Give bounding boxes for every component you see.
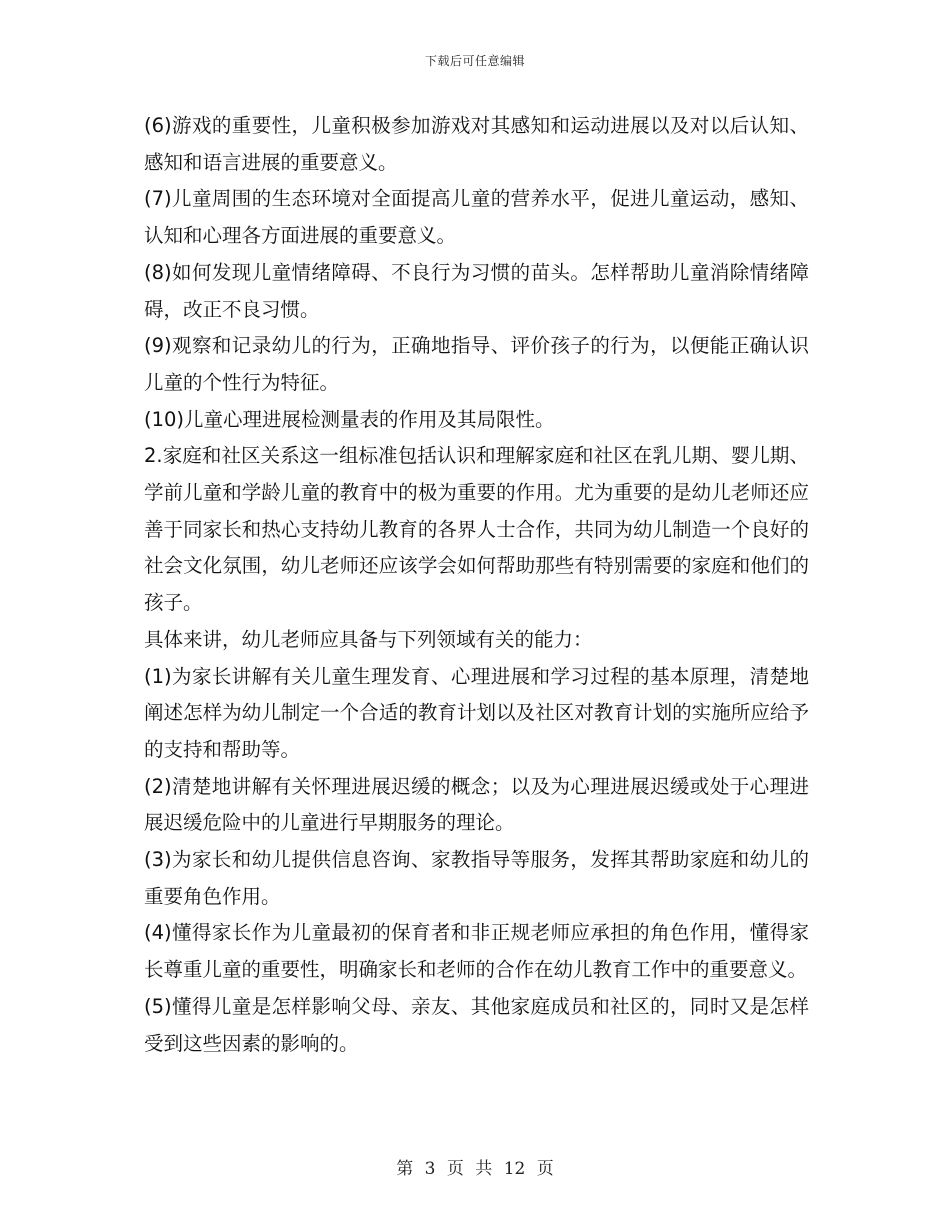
paragraph-ability-2: (2)清楚地讲解有关怀理进展迟缓的概念；以及为心理进展迟缓或处于心理进展迟缓危险中的儿童进行早期服务的理论。 — [144, 774, 809, 835]
paragraph-ability-4: (4)懂得家长作为儿童最初的保育者和非正规老师应承担的角色作用，懂得家长尊重儿童的重要性，明确家长和老师的合作在幼儿教育工作中的重要意义。 — [144, 921, 809, 982]
paragraph-item-9: (9)观察和记录幼儿的行为，正确地指导、评价孩子的行为，以便能正确认识儿童的个性行为特征。 — [144, 334, 809, 394]
paragraph-ability-5: (5)懂得儿童是怎样影响父母、亲友、其他家庭成员和社区的，同时又是怎样受到这些因素的影响的。 — [144, 994, 809, 1055]
paragraph-intro-abilities: 具体来讲，幼儿老师应具备与下列领域有关的能力： — [144, 627, 593, 651]
page-number-footer: 第 3 页 共 12 页 — [396, 1159, 554, 1179]
paragraph-item-6: (6)游戏的重要性，儿童积极参加游戏对其感知和运动进展以及对以后认知、感知和语言进展的重要意义。 — [144, 114, 809, 174]
paragraph-item-7: (7)儿童周围的生态环境对全面提高儿童的营养水平，促进儿童运动，感知、认知和心理各方面进展的重要意义。 — [144, 187, 809, 248]
document-body — [144, 108, 809, 1062]
paragraph-ability-1: (1)为家长讲解有关儿童生理发育、心理进展和学习过程的基本原理，清楚地阐述怎样为幼儿制定一个合适的教育计划以及社区对教育计划的实施所应给予的支持和帮助等。 — [144, 664, 809, 761]
paragraph-item-8: (8)如何发现儿童情绪障碍、不良行为习惯的苗头。怎样帮助儿童消除情绪障碍，改正不良习惯。 — [144, 260, 809, 321]
paragraph-section-2: 2.家庭和社区关系这一组标准包括认识和理解家庭和社区在乳儿期、婴儿期、学前儿童和学龄儿童的教育中的极为重要的作用。尤为重要的是幼儿老师还应善于同家长和热心支持幼儿教育的各界人士合作，共同为幼儿制造一个良好的社会文化氛围，幼儿老师还应该学会如何帮助那些有特别需要的家庭和他们的孩子。 — [144, 444, 809, 615]
paragraph-item-10: (10)儿童心理进展检测量表的作用及其局限性。 — [144, 407, 555, 431]
page-header-note: 下载后可任意编辑 — [424, 54, 525, 68]
paragraph-ability-3: (3)为家长和幼儿提供信息咨询、家教指导等服务，发挥其帮助家庭和幼儿的重要角色作用。 — [144, 848, 809, 908]
